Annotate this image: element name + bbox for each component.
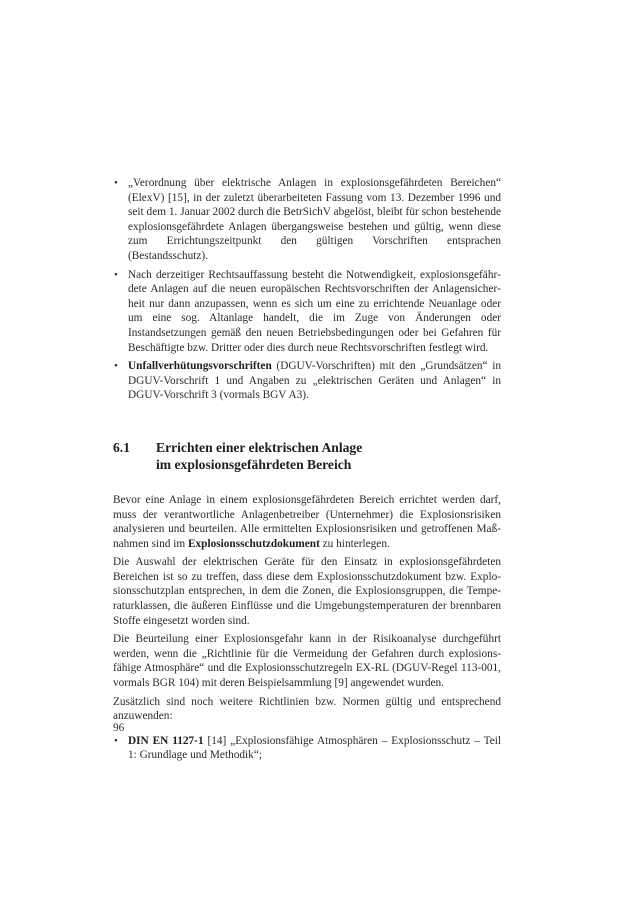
list-item bbox=[113, 734, 501, 763]
section-number: 6.1 bbox=[113, 439, 130, 455]
paragraph-bold-term: Explosionsschutzdokument bbox=[188, 537, 320, 550]
list-item-bold-term: DIN EN 1127-1 bbox=[128, 734, 204, 747]
section-heading bbox=[113, 439, 501, 473]
list-item-text: (DGUV-Vorschriften) mit den „Grundsätzen“ in DGUV-Vorschrift 1 und Angaben zu „elektrischen Geräten und Anlagen“ in DGUV-Vorschrift 3 (vormals BGV A3). bbox=[128, 360, 501, 402]
top-bullet-list bbox=[113, 176, 501, 403]
paragraph bbox=[113, 695, 501, 724]
list-item bbox=[113, 359, 501, 403]
list-item bbox=[113, 176, 501, 264]
bullet-icon: • bbox=[114, 177, 118, 189]
paragraph-text: Zusätzlich sind noch weitere Richtlinien bzw. Normen gültig und entsprechend anzuwenden: bbox=[113, 695, 501, 723]
list-item-text: „Verordnung über elektrische Anlagen in explosionsgefährdeten Bereichen“ (ElexV) [15], in der zuletzt überarbeiteten Fassung vom 13. Dezember 1996 und seit dem 1. Januar 2002 durch die BetrSichV abgelöst, bleibt für schon bestehende explosionsgefährdete Anlagen übergangsweise bestehen und gültig, wenn diese zum Errichtungszeitpunkt den gültigen Vorschriften entsprachen (Bestandsschutz). bbox=[128, 177, 501, 262]
paragraph bbox=[113, 493, 501, 551]
page-number: 96 bbox=[113, 722, 125, 734]
section-title-line1: Errichten einer elektrischen Anlage bbox=[156, 439, 363, 455]
list-item-text: [14] „Explosionsfähige Atmosphären – Explosionsschutz – Teil 1: Grundlage und Methodik“; bbox=[128, 734, 501, 762]
document-page bbox=[113, 176, 501, 767]
paragraph-text: Die Auswahl der elektrischen Geräte für den Einsatz in explosionsgefährdeten Bereichen ist so zu treffen, dass diese dem Explosionsschutzdokument bzw. Explosionsschutzplan entsprechen, in dem die Zonen, die Explosionsgruppen, die Temperaturklassen, die äußeren Einflüsse und die Umgebungstemperaturen der brennbaren Stoffe eingesetzt worden sind. bbox=[113, 556, 501, 627]
bullet-icon: • bbox=[114, 268, 118, 281]
bullet-icon: • bbox=[114, 360, 118, 373]
paragraph bbox=[113, 555, 501, 628]
list-item-text: Nach derzeitiger Rechtsauffassung besteht die Notwendigkeit, explosionsgefährdete Anlagen auf die neuen europäischen Rechtsvorschriften der Anlagensicherheit nur dann anzupassen, wenn es sich um eine zu errichtende Neuanlage oder um eine sog. Altanlage handelt, die im Zuge von Änderungen oder Instandsetzungen gemäß den neuen Betriebsbedingungen oder bei Gefahren für Beschäftigte bzw. Dritter oder dies durch neue Rechtsvorschriften festlegt wird. bbox=[128, 268, 501, 354]
list-item-bold-term: Unfallverhütungsvorschriften bbox=[128, 360, 272, 373]
list-item bbox=[113, 268, 501, 356]
bullet-icon: • bbox=[114, 734, 118, 747]
paragraph-text: zu hinterlegen. bbox=[319, 537, 390, 550]
paragraph-text: Die Beurteilung einer Explosionsgefahr kann in der Risikoanalyse durchgeführt werden, wenn die „Richtlinie für die Vermeidung der Gefahren durch explosionsfähige Atmosphäre“ und die Explosionsschutzregeln EX-RL (DGUV-Regel 113-001, vormals BGR 104) mit deren Beispielsammlung [9] angewendet wurden. bbox=[113, 633, 501, 690]
paragraph bbox=[113, 632, 501, 690]
section-title-line2: im explosionsgefährdeten Bereich bbox=[156, 456, 352, 472]
paragraph-text: Bevor eine Anlage in einem explosionsgefährdeten Bereich errichtet werden darf, muss der verantwortliche Anlagenbetreiber (Unternehmer) die Explosionsrisiken analysieren und beurteilen. Alle ermittelten Explosionsrisiken und getroffenen Maßnahmen sind im bbox=[113, 493, 501, 550]
bottom-bullet-list bbox=[113, 734, 501, 763]
section-title bbox=[156, 439, 362, 473]
